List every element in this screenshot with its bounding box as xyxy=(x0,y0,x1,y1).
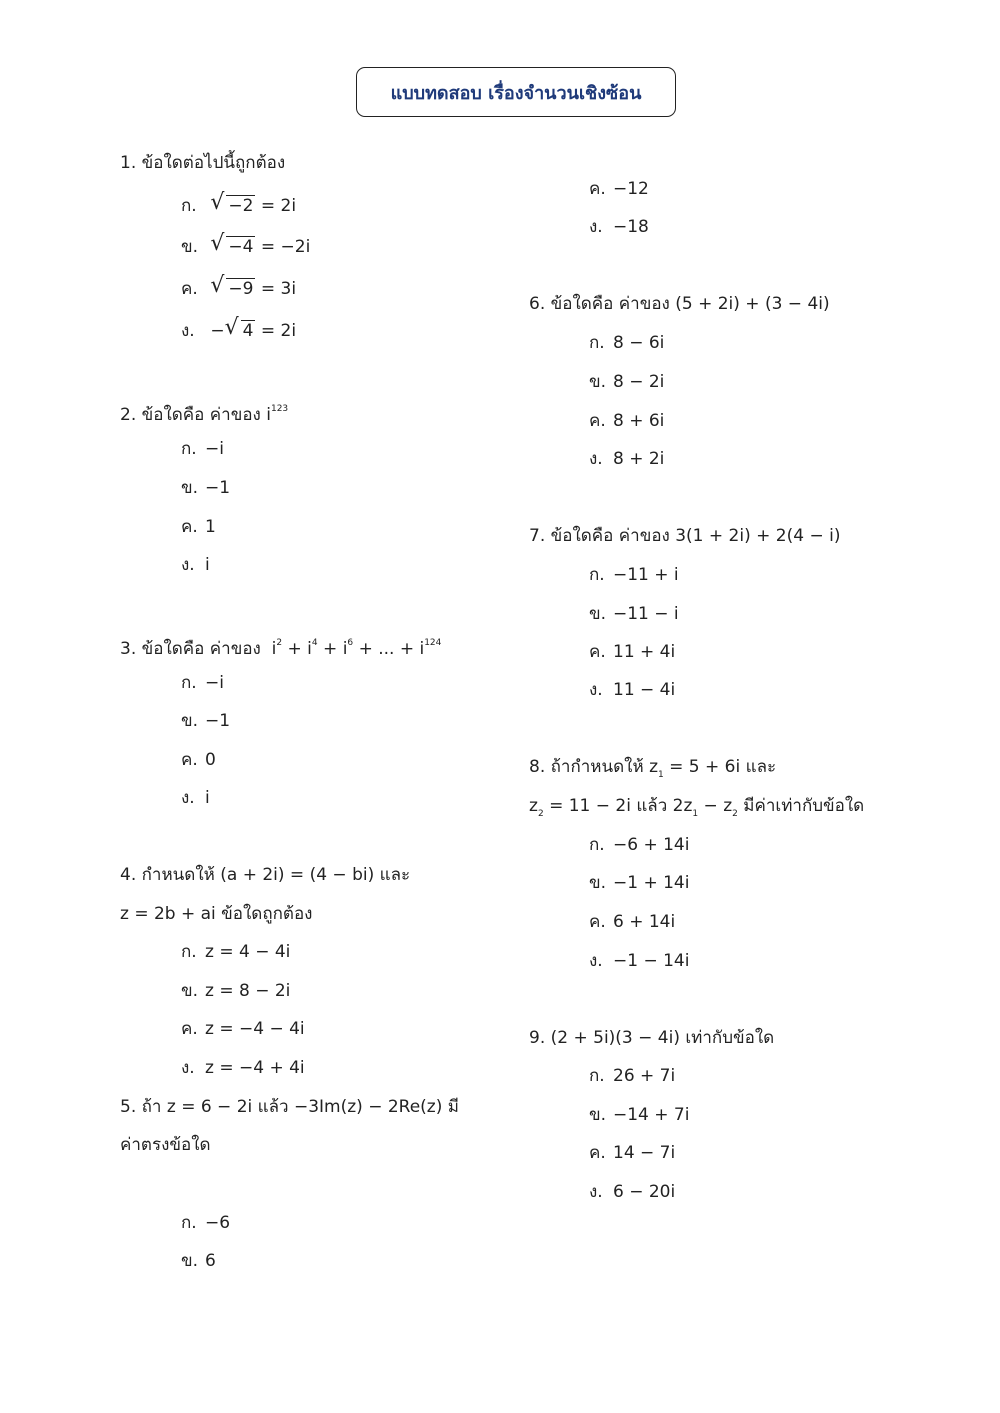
q6-option-b[interactable]: ข. 8 − 2i xyxy=(589,372,665,392)
sqrt-icon: √ −9 xyxy=(210,273,254,299)
question-5-line-2: ค่าตรงข้อใด xyxy=(120,1135,211,1155)
q1-option-a[interactable]: ก. √ −2 = 2i xyxy=(181,190,297,216)
q1-option-c[interactable]: ค. √ −9 = 3i xyxy=(181,273,297,299)
sqrt-icon: √ 4 xyxy=(224,315,254,341)
q4-option-b[interactable]: ข. z = 8 − 2i xyxy=(181,981,291,1001)
q7-option-a[interactable]: ก. −11 + i xyxy=(589,565,679,585)
q2-option-b[interactable]: ข. −1 xyxy=(181,478,231,498)
question-6-text: 6. ข้อใดคือ ค่าของ (5 + 2i) + (3 − 4i) xyxy=(529,294,830,314)
q8-option-a[interactable]: ก. −6 + 14i xyxy=(589,835,690,855)
question-8-line-2: $z_2 = 11 - 2i$ แล้ว $2z_1 - z_2$ มีค่าเท่ากับข้อใด xyxy=(529,796,865,819)
q8-option-b[interactable]: ข. −1 + 14i xyxy=(589,873,690,893)
sqrt-icon: √ −2 xyxy=(210,190,254,216)
q3-option-b[interactable]: ข. −1 xyxy=(181,711,231,731)
option-label: ง. xyxy=(181,321,195,341)
q7-option-d[interactable]: ง. 11 − 4i xyxy=(589,680,676,700)
q9-option-a[interactable]: ก. 26 + 7i xyxy=(589,1066,676,1086)
q2-option-d[interactable]: ง. i xyxy=(181,555,210,575)
q7-option-b[interactable]: ข. −11 − i xyxy=(589,604,679,624)
q6-option-c[interactable]: ค. 8 + 6i xyxy=(589,411,665,431)
q1-option-b[interactable]: ข. √ −4 = −2i xyxy=(181,231,311,257)
question-4-line-2: z = 2b + ai ข้อใดถูกต้อง xyxy=(120,904,313,924)
q6-option-d[interactable]: ง. 8 + 2i xyxy=(589,449,665,469)
option-label: ก. xyxy=(181,196,197,216)
question-1-text: 1. ข้อใดต่อไปนี้ถูกต้อง xyxy=(120,153,286,173)
q1-option-d[interactable]: ง. − √ 4 = 2i xyxy=(181,315,297,341)
option-label: ค. xyxy=(181,279,198,299)
q6-option-a[interactable]: ก. 8 − 6i xyxy=(589,333,665,353)
q9-option-b[interactable]: ข. −14 + 7i xyxy=(589,1105,690,1125)
question-8-line-1: 8. ถ้ากำหนดให้ $z_1 = 5 + 6i$ และ xyxy=(529,757,777,780)
q4-option-d[interactable]: ง. z = −4 + 4i xyxy=(181,1058,305,1078)
page-title: แบบทดสอบ เรื่องจำนวนเชิงซ้อน xyxy=(356,67,676,117)
q8-option-d[interactable]: ง. −1 − 14i xyxy=(589,951,690,971)
q9-option-d[interactable]: ง. 6 − 20i xyxy=(589,1182,676,1202)
option-label: ข. xyxy=(181,237,199,257)
q3-option-c[interactable]: ค. 0 xyxy=(181,750,216,770)
q4-option-c[interactable]: ค. z = −4 − 4i xyxy=(181,1019,305,1039)
q3-option-a[interactable]: ก. −i xyxy=(181,673,224,693)
question-5-line-1: 5. ถ้า z = 6 − 2i แล้ว −3Im(z) − 2Re(z) มี xyxy=(120,1097,459,1117)
q8-option-c[interactable]: ค. 6 + 14i xyxy=(589,912,676,932)
q2-option-c[interactable]: ค. 1 xyxy=(181,517,216,537)
q5-option-a[interactable]: ก. −6 xyxy=(181,1213,231,1233)
question-7-text: 7. ข้อใดคือ ค่าของ 3(1 + 2i) + 2(4 − i) xyxy=(529,526,841,546)
q5-option-d[interactable]: ง. −18 xyxy=(589,217,649,237)
q4-option-a[interactable]: ก. z = 4 − 4i xyxy=(181,942,291,962)
question-9-text: 9. (2 + 5i)(3 − 4i) เท่ากับข้อใด xyxy=(529,1028,775,1048)
question-2-text: 2. ข้อใดคือ ค่าของ $i^{123}$ xyxy=(120,404,289,425)
q5-option-b[interactable]: ข. 6 xyxy=(181,1251,216,1271)
question-3-text: 3. ข้อใดคือ ค่าของ $i^2 + i^4 + i^6$ + ... + $i^{124}$ xyxy=(120,638,442,659)
q7-option-c[interactable]: ค. 11 + 4i xyxy=(589,642,676,662)
q9-option-c[interactable]: ค. 14 − 7i xyxy=(589,1143,676,1163)
sqrt-icon: √ −4 xyxy=(210,231,254,257)
q3-option-d[interactable]: ง. i xyxy=(181,788,210,808)
question-4-line-1: 4. กำหนดให้ (a + 2i) = (4 − bi) และ xyxy=(120,865,411,885)
q5-option-c[interactable]: ค. −12 xyxy=(589,179,649,199)
q2-option-a[interactable]: ก. −i xyxy=(181,439,224,459)
